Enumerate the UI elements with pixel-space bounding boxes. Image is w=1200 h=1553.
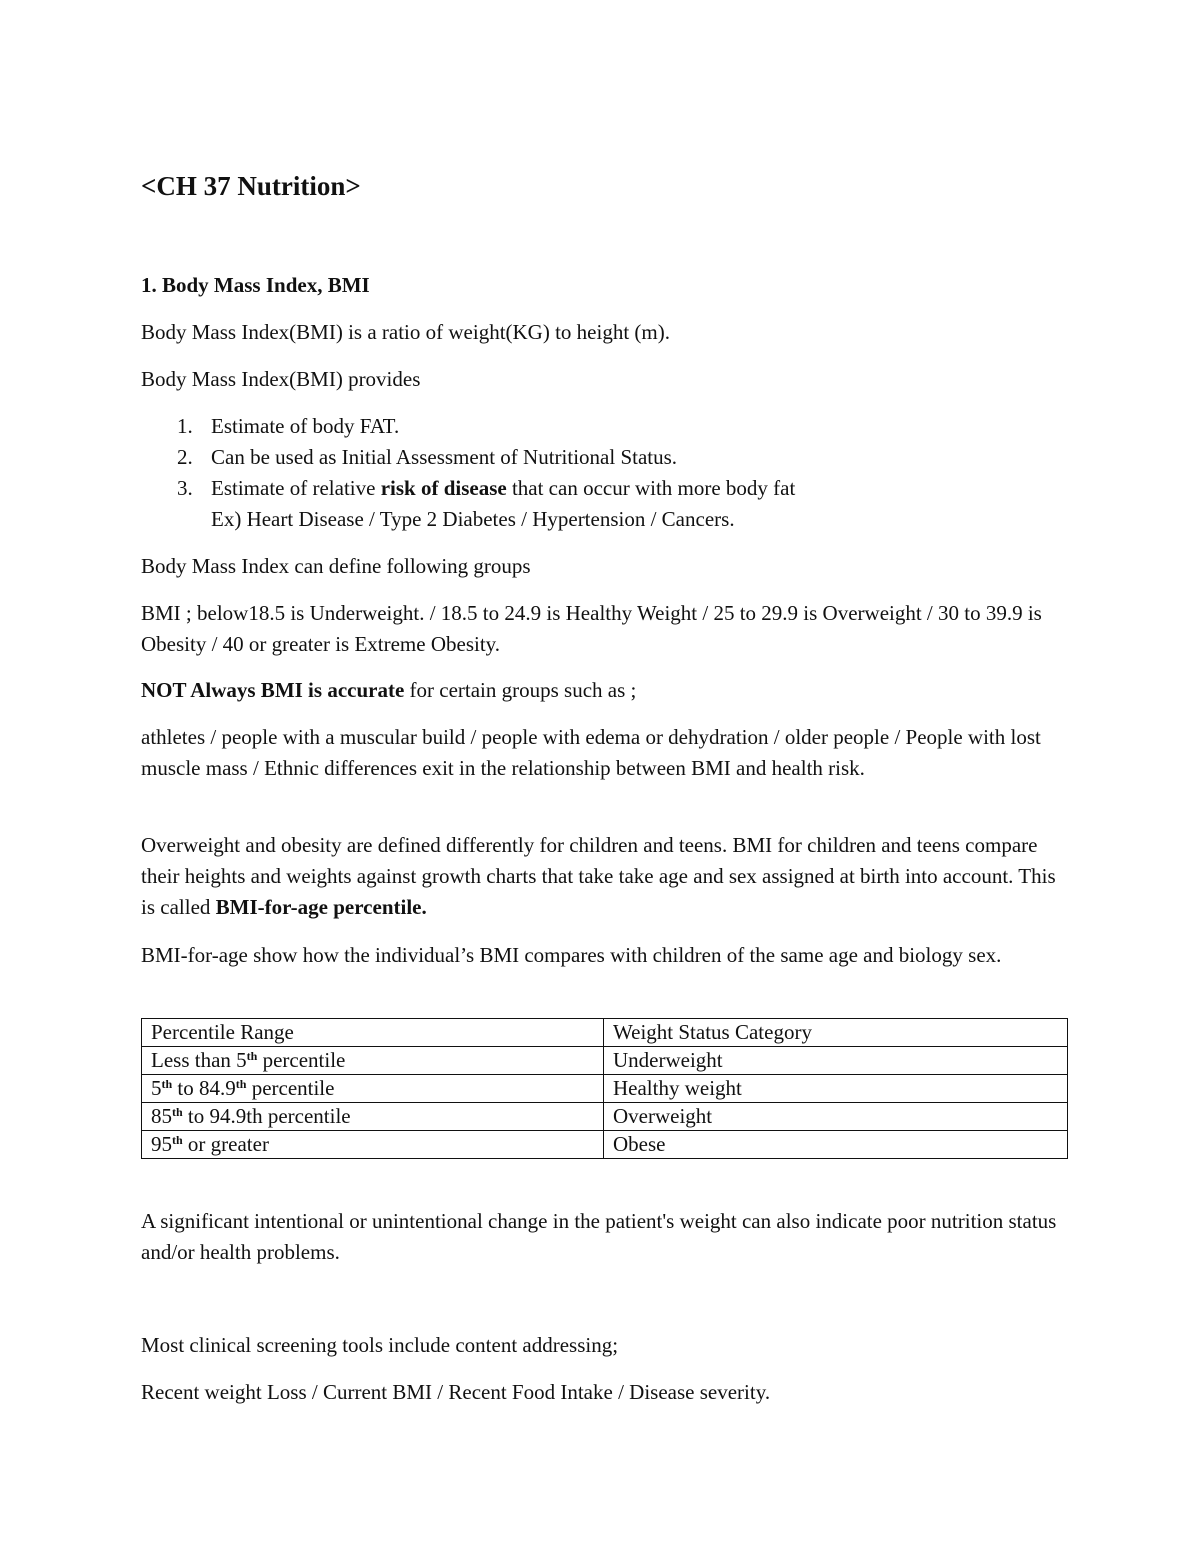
list-text: Can be used as Initial Assessment of Nutritional Status. — [211, 445, 678, 469]
list-number: 3. — [177, 476, 193, 500]
list-subtext-examples: Ex) Heart Disease / Type 2 Diabetes / Hypertension / Cancers. — [211, 507, 735, 531]
list-text-bold: risk of disease — [380, 476, 507, 500]
section-heading-bmi: 1. Body Mass Index, BMI — [141, 273, 370, 297]
weight-change-paragraph: A significant intentional or unintentional change in the patient's weight can also indicate poor nutrition status and/or health problems. — [141, 1209, 1057, 1264]
bmi-accuracy-note — [141, 675, 1071, 706]
table-cell-range: 5th to 84.9th percentile — [142, 1075, 604, 1103]
screening-tools-content: Recent weight Loss / Current BMI / Recent Food Intake / Disease severity. — [141, 1380, 771, 1404]
bmi-provides-intro: Body Mass Index(BMI) provides — [141, 367, 421, 391]
table-header-cell: Weight Status Category — [604, 1019, 1068, 1047]
table-cell-category: Overweight — [604, 1103, 1068, 1131]
children-bmi-text: Overweight and obesity are defined differently for children and teens. BMI for children and teens compare their heights and weights against growth charts that take take age and sex assigned at birth into account. This is called — [141, 833, 1056, 919]
list-item — [141, 473, 1071, 535]
table-row — [142, 1131, 1068, 1159]
children-bmi-paragraph — [141, 830, 1071, 923]
bmi-groups-ranges: BMI ; below18.5 is Underweight. / 18.5 to 24.9 is Healthy Weight / 25 to 29.9 is Overweight / 30 to 39.9 is Obesity / 40 or greater is Extreme Obesity. — [141, 601, 1042, 656]
bmi-accuracy-bold: NOT Always BMI is accurate — [141, 678, 405, 702]
bmi-inaccurate-groups: athletes / people with a muscular build / people with edema or dehydration / older people / People with lost muscle mass / Ethnic differences exit in the relationship between BMI and health risk. — [141, 725, 1041, 780]
table-row — [142, 1103, 1068, 1131]
table-row — [142, 1047, 1068, 1075]
table-cell-category: Underweight — [604, 1047, 1068, 1075]
list-text-pre: Estimate of relative — [211, 476, 381, 500]
bmi-for-age-term: BMI-for-age percentile. — [215, 895, 427, 919]
bmi-groups-intro: Body Mass Index can define following groups — [141, 554, 531, 578]
bmi-provides-list — [141, 411, 1071, 535]
bmi-for-age-paragraph: BMI-for-age show how the individual’s BMI compares with children of the same age and biology sex. — [141, 943, 1002, 967]
list-item — [141, 442, 1071, 473]
screening-tools-intro: Most clinical screening tools include content addressing; — [141, 1333, 619, 1357]
list-text-post: that can occur with more body fat — [506, 476, 796, 500]
table-header-row — [142, 1019, 1068, 1047]
percentile-table — [141, 1018, 1068, 1159]
table-cell-range: 95th or greater — [142, 1131, 604, 1159]
table-cell-category: Healthy weight — [604, 1075, 1068, 1103]
table-row — [142, 1075, 1068, 1103]
bmi-accuracy-rest: for certain groups such as ; — [404, 678, 637, 702]
table-cell-range: Less than 5th percentile — [142, 1047, 604, 1075]
table-header-cell: Percentile Range — [142, 1019, 604, 1047]
document-title: <CH 37 Nutrition> — [141, 171, 361, 201]
list-item — [141, 411, 1071, 442]
list-text: Estimate of body FAT. — [211, 414, 400, 438]
list-number: 1. — [177, 414, 193, 438]
table-cell-category: Obese — [604, 1131, 1068, 1159]
table-cell-range: 85th to 94.9th percentile — [142, 1103, 604, 1131]
bmi-definition: Body Mass Index(BMI) is a ratio of weight(KG) to height (m). — [141, 320, 670, 344]
list-number: 2. — [177, 445, 193, 469]
